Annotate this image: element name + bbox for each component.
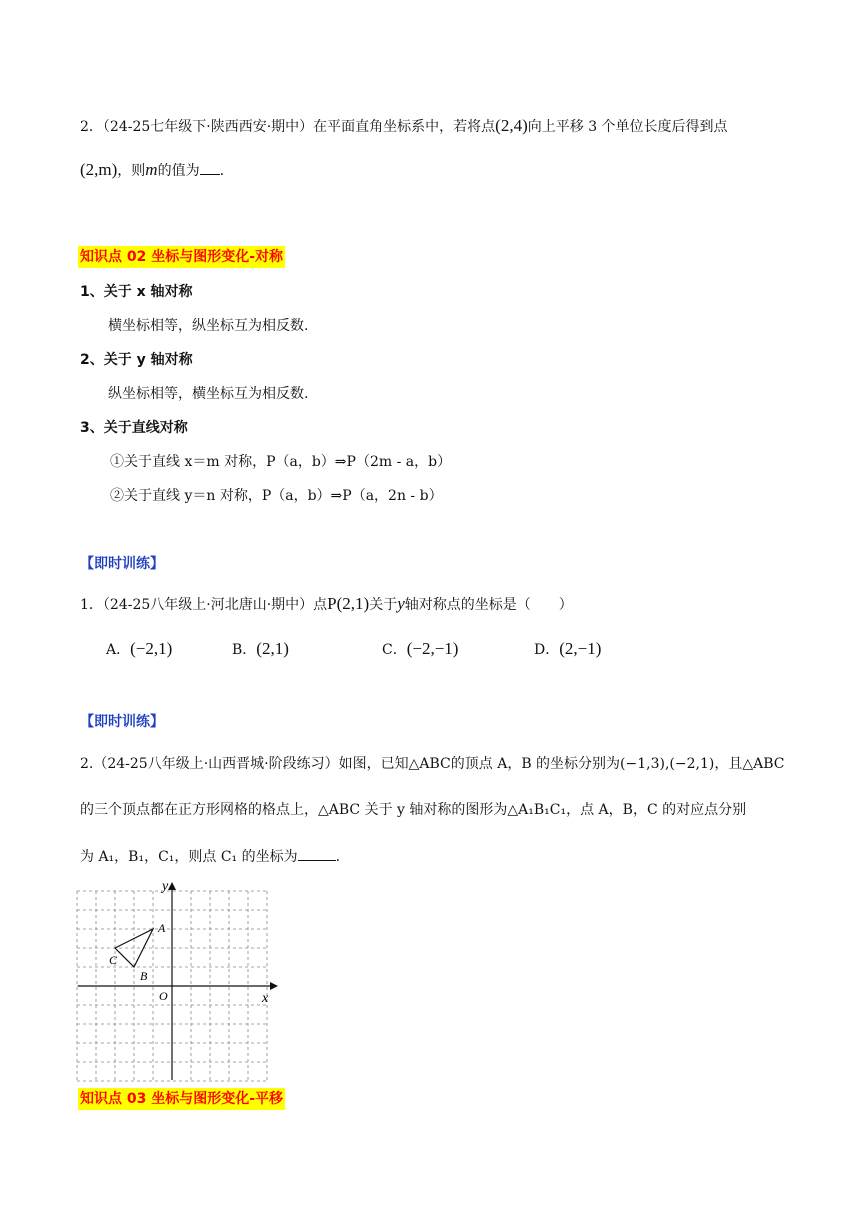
sub-heading-x-axis: 1、关于 x 轴对称 xyxy=(80,284,193,300)
training-2-line-1: 2.（24-25八年级上·山西晋城·阶段练习）如图，已知△ABC的顶点 A，B 的坐标分别为(−1,3),(−2,1)，且△ABC xyxy=(80,756,785,772)
y-axis xyxy=(168,882,176,1080)
option-b[interactable]: B．(2,1) xyxy=(232,639,289,658)
question-2-line-2: (2,m)，则m的值为 . xyxy=(80,160,225,179)
option-d[interactable]: D．(2,−1) xyxy=(534,639,602,658)
rule-line-y: ②关于直线 y＝n 对称，P（a，b）⇒P（a，2n - b） xyxy=(110,488,443,504)
point-p: P(2,1) xyxy=(327,594,370,613)
training-1-label: 【即时训练】 xyxy=(80,556,164,572)
section-03-heading: 知识点 03 坐标与图形变化-平移 xyxy=(78,1088,285,1110)
option-a[interactable]: A．(−2,1) xyxy=(106,639,173,658)
text-x-axis-rule: 横坐标相等，纵坐标互为相反数. xyxy=(108,318,309,334)
point-2-4: (2,4) xyxy=(495,116,528,135)
rule-line-x: ①关于直线 x＝m 对称，P（a，b）⇒P（2m - a，b） xyxy=(110,454,452,470)
x-axis-label: x xyxy=(262,991,269,1006)
coordinate-grid-figure xyxy=(70,876,280,1086)
answer-blank xyxy=(200,160,220,175)
section-02-heading: 知识点 02 坐标与图形变化-对称 xyxy=(78,246,285,268)
question-2-line-1: 2．（24-25七年级下·陕西西安·期中）在平面直角坐标系中，若将点(2,4)向上平移 3 个单位长度后得到点 xyxy=(80,116,728,135)
point-2-m: (2,m) xyxy=(80,160,118,179)
point-a-label: A xyxy=(158,921,166,935)
var-m: m xyxy=(145,160,158,179)
option-c[interactable]: C．(−2,−1) xyxy=(382,639,459,658)
sub-heading-y-axis: 2、关于 y 轴对称 xyxy=(80,352,193,368)
text-y-axis-rule: 纵坐标相等，横坐标互为相反数. xyxy=(108,386,309,402)
sub-heading-line: 3、关于直线对称 xyxy=(80,420,188,436)
training-2-label: 【即时训练】 xyxy=(80,714,164,730)
point-c-label: C xyxy=(109,953,118,967)
training-1-question: 1．（24-25八年级上·河北唐山·期中）点P(2,1)关于y轴对称点的坐标是（ ） xyxy=(80,594,573,613)
training-2-line-3: 为 A₁，B₁，C₁，则点 C₁ 的坐标为 . xyxy=(80,846,340,867)
origin-label: O xyxy=(159,989,168,1003)
point-b-label: B xyxy=(140,969,148,983)
training-2-line-2: 的三个顶点都在正方形网格的格点上，△ABC 关于 y 轴对称的图形为△A₁B₁C₁，点 A，B，C 的对应点分别 xyxy=(80,802,747,818)
answer-blank xyxy=(298,846,336,861)
axis-y: y xyxy=(397,594,405,613)
y-axis-label: y xyxy=(162,879,169,894)
